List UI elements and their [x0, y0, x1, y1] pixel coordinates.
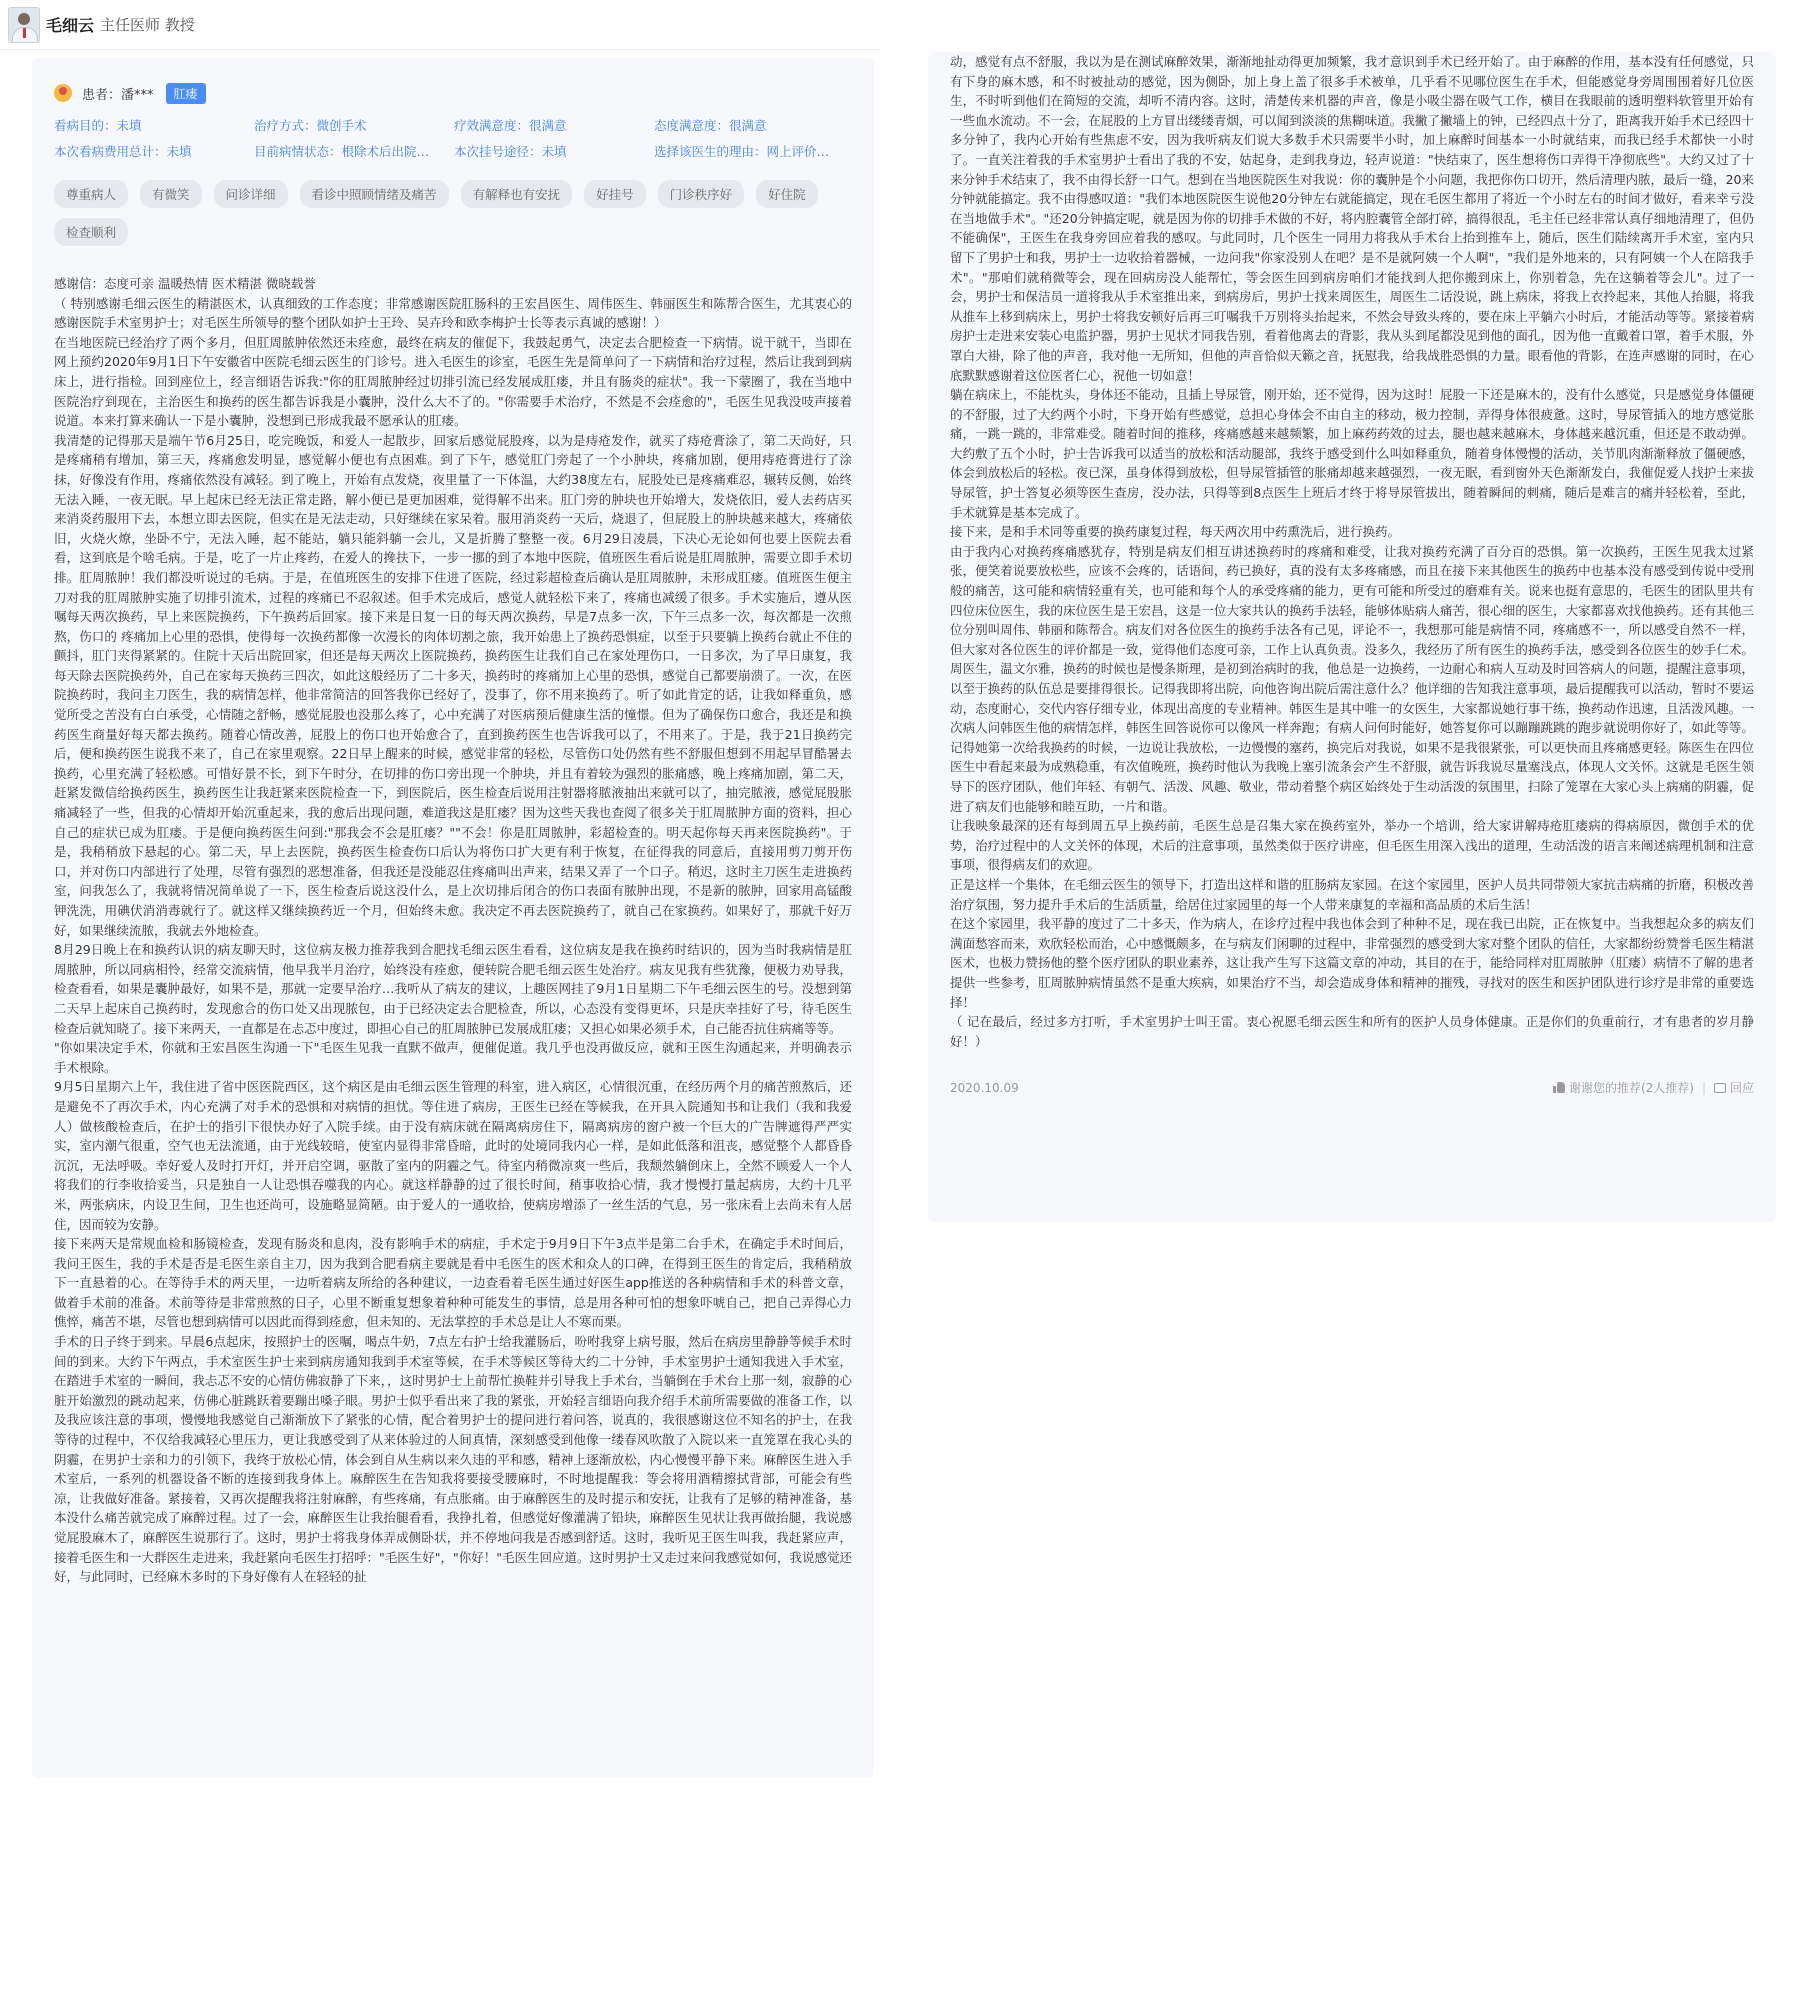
- info-status: 目前病情状态：根除术后出院…: [254, 144, 430, 159]
- review-paragraph: 躺在病床上，不能枕头，身体还不能动，且插上导尿管，刚开始，还不觉得，因为这时！屁股一下还是麻木的，没有什么感觉，只是感觉身体僵硬的不舒服，过了大约两个小时，下身开始有些感觉，总担心身体会不由自主的移动，极力控制，弄得身体很疲惫。这时，导尿管插入的地方感觉胀痛，一跳一跳的，非常难受。随着时间的推移，疼痛感越来越频繁，加上麻药药效的过去，腿也越来越麻木，身体越来越沉重，但还是不敢动弹。大约敷了五个小时，护士告诉我可以适当的放松和活动腿部，我终于感受到什么叫如释重负，随着身体慢慢的活动，关节肌肉渐渐释放了僵硬感，体会到放松后的轻松。夜已深，虽身体得到放松，但导尿管插管的胀痛却越来越强烈，一夜无眠，看到窗外天色渐渐发白，我催促爱人找护士来拔导尿管，护士答复必须等医生查房，没办法，只得等到8点医生上班后才终于将导尿管拔出，随着瞬间的刺痛，随后是难言的痛并轻松着，至此，手术就算是基本完成了。: [950, 387, 1754, 520]
- patient-avatar-icon: [54, 84, 72, 102]
- review-paragraph: 9月5日星期六上午，我住进了省中医医院西区，这个病区是由毛细云医生管理的科室，进入病区，心情很沉重，在经历两个月的痛苦煎熬后，还是避免不了再次手术，内心充满了对手术的恐惧和对病情的担忧。等住进了病房，王医生已经在等候我，在开具入院通知书和让我们（我和我爱人）做核酸检查后，在护士的指引下很快办好了入院手续。由于没有病床就在隔离病房住下，隔离病房的窗户被一个巨大的广告牌遮得严严实实，室内潮气很重，空气也无法流通，由于光线较暗，使室内显得非常昏暗，此时的处境同我内心一样，是如此低落和沮丧，感觉整个人都昏昏沉沉，无法呼吸。幸好爱人及时打开灯，并开启空调，驱散了室内的阴霾之气。待室内稍微凉爽一些后，我颓然躺倒床上，全然不顾爱人一个人将我们的行李收拾妥当，只是独自一人让恐惧吞噬我的内心。就这样静静的过了很长时间，稍事收拾心情，我才慢慢打量起病房，大约十几平米，两张病床，内设卫生间，卫生也还尚可，设施略显简陋。由于爱人的一通收拾，使病房增添了一丝生活的气息，另一张床看上去尚未有人居住，因而较为安静。: [54, 1079, 852, 1232]
- info-purpose: 看病目的：未填: [54, 118, 142, 133]
- review-paragraph: 在这个家园里，我平静的度过了二十多天，作为病人，在诊疗过程中我也体会到了种种不足，现在我已出院，正在恢复中。当我想起众多的病友们满面愁容而来，欢欣轻松而治，心中感慨颇多，在与病友们闲聊的过程中，非常强烈的感受到大家对整个团队的信任，大家都纷纷赞誉毛医生精湛医术，也极力赞扬他的整个医疗团队的职业素养，这让我产生写下这篇文章的冲动，其目的在于，能给同样对肛周脓肿（肛瘘）病情不了解的患者提供一些参考，肛周脓肿病情虽然不是重大疾病，如果治疗不当，却会造成身体和精神的摧残，寻找对的医生和医护团队进行诊疗是非常的重要选择！: [950, 916, 1754, 1010]
- review-paragraph: 8月29日晚上在和换药认识的病友聊天时，这位病友极力推荐我到合肥找毛细云医生看看，这位病友是我在换药时结识的，因为当时我病情是肛周脓肿，所以同病相怜，经常交流病情，他早我半月治疗，始终没有痊愈，便转院合肥毛细云医生处治疗。病友见我有些犹豫，便极力劝导我，检查看看，如果是囊肿最好，如果不是，那就一定要早治疗…我听从了病友的建议，上趣医网挂了9月1日星期二下午毛细云医生的号。没想到第二天早上起床自己换药时，发现愈合的伤口处又出现脓包，由于已经决定去合肥检查，所以，心态没有变得更坏，只是庆幸挂好了号，待毛医生检查后就知晓了。接下来两天，一直都是在忐忑中度过，即担心自己的肛周脓肿已发展成肛瘘；又担心如果必须手术，自己能否抗住病痛等等。: [54, 942, 852, 1036]
- review-tag: 检查顺利: [54, 218, 128, 246]
- review-paragraph: 感谢信：态度可亲 温暖热情 医术精湛 微晓载誉: [54, 276, 316, 291]
- review-paragraph: 正是这样一个集体，在毛细云医生的领导下，打造出这样和谐的肛肠病友家园。在这个家园里，医护人员共同带领大家抗击病痛的折磨，积极改善治疗氛围，努力提升手术后的生活质量，给居住过家园里的每一个人带来康复的幸福和高品质的术后生活！: [950, 876, 1754, 912]
- review-header: [32, 58, 874, 246]
- thumbs-up-icon: [1553, 1081, 1565, 1093]
- info-channel: 本次挂号途径：未填: [454, 144, 567, 159]
- review-paragraph: "你如果决定手术，你就和王宏昌医生沟通一下"毛医生见我一直默不做声，便催促道。我几乎也没再做反应，就和王医生沟通起来，并明确表示手术根除。: [54, 1040, 852, 1075]
- review-tag: 有微笑: [140, 180, 202, 208]
- review-article-right: [928, 52, 1776, 1051]
- review-footer: [928, 1079, 1776, 1096]
- review-tags: [54, 180, 854, 246]
- reply-button[interactable]: [1714, 1079, 1754, 1096]
- patient-line: [54, 80, 852, 106]
- doctor-titles: 主任医师 教授: [100, 16, 195, 34]
- review-paragraph: 我清楚的记得那天是端午节6月25日，吃完晚饭，和爱人一起散步，回家后感觉屁股疼，以为是痔疮发作，就买了痔疮膏涂了，第二天尚好，只是疼痛稍有增加，第三天，疼痛愈发明显，感觉解小便也有点困难。到了下午，感觉肛门旁起了一个小肿块，疼痛加剧，便用痔疮膏进行了涂抹，好像没有作用，疼痛依然没有减轻。到了晚上，开始有点发烧，夜里量了一下体温，大约38度左右，屁股处已是疼痛难忍，辗转反侧，始终无法入睡，一夜无眠。早上起床已经无法正常走路，解小便已是更加困难，觉得解不出来。肛门旁的肿块也开始增大，发烧依旧，爱人去药店买来消炎药服用下去，本想立即去医院，但实在是无法走动，只好继续在家呆着。服用消炎药一天后，烧退了，但屁股上的肿块越来越大，疼痛依旧，火烧火燎，坐卧不宁，无法入睡，起不能站，躺只能斜躺一会儿，又是折腾了整整一夜。6月29日凌晨，下决心无论如何也要上医院去看看，这到底是个啥毛病。于是，吃了一片止疼药，在爱人的搀扶下，一步一挪的到了本地中医院，值班医生看后说是肛周脓肿，需要立即手术切排。肛周脓肿！我们都没听说过的毛病。于是，在值班医生的安排下住进了医院，经过彩超检查后确认是肛周脓肿，未形成肛瘘。值班医生便主刀对我的肛周脓肿实施了切排引流术，过程的疼痛已不忍叙述。但手术完成后，感觉人就轻松下来了，疼痛也减缓了很多。手术实施后，遵从医嘱每天两次换药，早上来医院换药，下午换药后回家。接下来是日复一日的每天两次换药，早是7点多一次，下午三点多一次，每次都是一次煎熬，伤口的 疼痛加上心里的恐惧，使得每一次换药都像一次漫长的肉体切割之旅，我开始患上了换药恐惧症，以至于只要躺上换药台就止不住的颤抖，肛门夹得紧紧的。住院十天后出院回家，但还是每天两次上医院换药，换药医生让我们自己在家处理伤口，一日多次，为了早日康复，我每天除去医院换药外，自己在家每天换药三四次，如此这般经历了二十多天，换药时的疼痛加上心里的恐惧，感觉自己都要崩溃了。一次，在医院换药时，我问主刀医生，我的病情怎样，他非常简洁的回答我你已经好了，没事了，你不用来换药了。听了如此肯定的话，让我如释重负，感觉所受之苦没有白白承受，心情随之舒畅，感觉屁股也没那么疼了，心中充满了对医病预后健康生活的憧憬。但为了确保伤口愈合，我还是和换药医生商量好每天都去换药。随着心情改善，屁股上的伤口也开始愈合了，直到换药医生也告诉我可以了，不用来了。于是，我于21日换药完后，便和换药医生说我不来了，自己在家里观察。22日早上醒来的时候，感觉非常的轻松，尽管伤口处仍然有些不舒服但想到不用起早冒酷暑去换药，心里充满了轻松感。可惜好景不长，到下午时分，在切排的伤口旁出现一个肿块，并且有着较为强烈的胀痛感，晚上疼痛加剧，第二天，赶紧发微信给换药医生，换药医生让我赶紧来医院检查一下，到医院后，医生检查后说用注射器将脓液抽出来就可以了，抽完脓液，感觉屁股胀痛减轻了一些，但我的心情却开始沉重起来，我的愈后出现问题，难道我这是肛瘘？因为这些天我也查阅了很多关于肛周脓肿方面的资料，担心自己的症状已成为肛瘘。于是便向换药医生问到:"那我会不会是肛瘘？""不会！你是肛周脓肿，彩超检查的。明天起你每天再来医院换药"。于是，我稍稍放下悬起的心。第二天，早上去医院，换药医生检查伤口后认为将伤口扩大更有利于恢复，在征得我的同意后，直接用剪刀剪开伤口，并对伤口内部进行了处理，尽管有强烈的恶想准备，但我还是没能忍住疼痛叫出声来，结果又弄了一个口子。稍迟，这时主刀医生走进换药室，问我怎么了，我就将情况简单说了一下，医生检查后说这没什么，是上次切排后闭合的伤口表面有脓肿出现，不是新的脓肿，回家用高锰酸钾洗洗，用碘伏消消毒就行了。就这样又继续换药近一个月，但始终未愈。我决定不再去医院换药了，就自己在家换药。如果好了，那就千好万好，如果继续流脓，我就去外地检查。: [54, 432, 852, 938]
- separator: |: [1701, 1080, 1706, 1095]
- review-paragraph: 动，感觉有点不舒服，我以为是在测试麻醉效果，渐渐地扯动得更加频繁，我才意识到手术已经开始了。由于麻醉的作用，基本没有任何感觉，只有下身的麻木感，和不时被扯动的感觉，因为侧卧，加上身上盖了很多手术被单，几乎看不见哪位医生在手术，但能感觉身旁周围围着好几位医生，不时听到他们在简短的交流，却听不清内容。这时，清楚传来机器的声音，像是小吸尘器在吸气工作，横目在我眼前的透明塑料软管里开始有一些血水流动。不一会，在屁股的上方冒出缕缕青烟，可以闻到淡淡的焦糊味道。我撇了撇墙上的钟，已经四点十分了，距离我开始手术已经四十多分钟了，我内心开始有些焦虑不安，因为我听病友们说大多数手术只需要半小时，加上麻醉时间基本一小时就结束，而我已经手术都快一小时了。一直关注着我的手术室男护士看出了我的不安，姑起身，走到我身边，轻声说道："快结束了，医生想将伤口弄得干净彻底些"。大约又过了十来分钟手术结束了，我不由得长舒一口气。想到在当地医院医生对我说：你的囊肿是个小问题，我把你伤口切开，然后清理内脓，最后一缝，20来分钟就能搞定。我不由得感叹道："我们本地医院医生说他20分钟左右就能搞定，现在毛医生都用了将近一个小时左右的时间才做好，看来幸亏没在当地做手术"。"还20分钟搞定呢，就是因为你的切排手术做的不好，将内腔囊管全部打碎，搞得很乱，毛主任已经非常认真仔细地清理了，但仍不能确保"，王医生在我身旁回应着我的感叹。与此同时，几个医生一同用力将我从手术台上抬到推车上，随后，医生们陆续离开手术室，室内只留下了男护士和我，男护士一边收拾着器械，一边问我"你家没别人在吧？是不是就阿姨一个人啊"，"我们是外地来的，只有阿姨一个人在陪我手术"。"那咱们就稍微等会，现在回病房没人能帮忙，等会医生回到病房咱们才能找到人把你搬到床上，你别着急，先在这躺着等会儿"。过了一会，男护士和保洁员一道将我从手术室推出来，到病房后，男护士找来周医生，周医生二话没说，跳上病床，将我上衣拎起来，其他人抬腿，将我从推车上移到病床上，男护士将我安顿好后再三叮嘱我千万别将头抬起来，不然会导致头疼的，要在床上平躺六小时后，才能活动等等。紧接着病房护士走进来安装心电监护器，男护士见状才同我告别，看着他离去的背影，我从头到尾都没见到他的面孔，因为他一直戴着口罩，着手术服，外罩白大褂，除了他的声音，我对他一无所知，但他的声音恰似天籁之音，抚慰我，给我战胜恐惧的力量。眼看他的背影，在连声感谢的同时，在心底默默感谢着这位医者仁心，祝他一切如意！: [950, 54, 1754, 383]
- review-article-left: [32, 274, 874, 1587]
- review-tag: 有解释也有安抚: [461, 180, 573, 208]
- doctor-name[interactable]: 毛细云: [46, 16, 95, 35]
- review-tag: 尊重病人: [54, 180, 128, 208]
- doctor-header: [0, 0, 880, 50]
- review-paragraph: 接下来，是和手术同等重要的换药康复过程，每天两次用中药熏洗后，进行换药。: [950, 524, 1401, 540]
- comment-icon: [1714, 1083, 1726, 1093]
- review-card-left: [32, 58, 874, 1778]
- review-actions: [1553, 1079, 1754, 1096]
- info-treatment: 治疗方式：微创手术: [254, 118, 367, 133]
- doctor-avatar[interactable]: [8, 7, 40, 43]
- reply-label: 回应: [1729, 1081, 1754, 1096]
- review-paragraph: （ 特别感谢毛细云医生的精湛医术，认真细致的工作态度；非常感谢医院肛肠科的王宏昌医生、周伟医生、韩丽医生和陈帮合医生，尤其衷心的感谢医院手术室男护士；对毛医生所领导的整个团队如护士王玲、吴卉玲和欧李梅护士长等表示真诚的感谢！）: [54, 295, 852, 331]
- patient-name: 患者：潘***: [82, 87, 154, 103]
- recommend-label: 谢谢您的推荐(2人推荐): [1568, 1081, 1694, 1096]
- info-attitude: 态度满意度：很满意: [654, 118, 767, 133]
- review-info-grid: [54, 116, 852, 160]
- review-tag: 看诊中照顾情绪及痛苦: [300, 180, 449, 208]
- review-tag: 问诊详细: [214, 180, 288, 208]
- review-card-right: [928, 52, 1776, 1222]
- review-tag: 好挂号: [584, 180, 646, 208]
- review-tag: 门诊秩序好: [658, 180, 745, 208]
- review-tag: 好住院: [756, 180, 818, 208]
- review-date: 2020.10.09: [950, 1080, 1019, 1095]
- info-cost: 本次看病费用总计：未填: [54, 144, 192, 159]
- review-paragraph: 让我映象最深的还有每到周五早上换药前，毛医生总是召集大家在换药室外，举办一个培训，给大家讲解痔疮肛瘘病的得病原因，微创手术的优势，治疗过程中的人文关怀的体现，术后的注意事项，虽然类似于医疗讲座，但毛医生用深入浅出的道理，生动活泼的语言来阐述病理机制和注意事项，很得病友们的欢迎。: [950, 818, 1754, 873]
- info-efficacy: 疗效满意度：很满意: [454, 118, 567, 133]
- info-reason: 选择该医生的理由：网上评价…: [654, 144, 830, 159]
- review-paragraph: （ 记在最后，经过多方打听，手术室男护士叫王雷。衷心祝愿毛细云医生和所有的医护人员身体健康。正是你们的负重前行，才有患者的岁月静好！）: [950, 1014, 1754, 1049]
- recommend-button[interactable]: [1553, 1079, 1694, 1096]
- review-paragraph: 接下来两天是常规血检和肠镜检查，发现有肠炎和息肉，没有影响手术的病症，手术定于9月9日下午3点半是第二台手术，在确定手术时间后，我问王医生，我的手术是否是毛医生亲自主刀，因为我到合肥看病主要就是看中毛医生的医术和众人的口碑，在得到王医生的肯定后，我稍稍放下一直悬着的心。在等待手术的两天里，一边听着病友所给的各种建议，一边查看着毛医生通过好医生app推送的各种病情和手术的科普文章，做着手术前的准备。术前等待是非常煎熬的日子，心里不断重复想象着种种可能发生的事情，总是用各种可怕的想象吓唬自己，把自己弄得心力憔悴，痛苦不堪，尽管也想到病情可以因此而得到痊愈，但未知的、无法掌控的手术总是让人不寒而栗。: [54, 1236, 852, 1330]
- review-paragraph: 由于我内心对换药疼痛感犹存，特别是病友们相互讲述换药时的疼痛和难受，让我对换药充满了百分百的恐惧。第一次换药，王医生见我太过紧张，便笑着说要放松些，应该不会疼的，话语间，药已换好，真的没有太多疼痛感，而且在接下来其他医生的换药中也基本没有感受到传说中受刑般的痛苦，这可能和病情轻重有关，也可能和每个人的承受疼痛的能力，更有可能和所受过的磨难有关。说来也挺有意思的，毛医生的团队里共有四位床位医生，我的床位医生是王宏昌，这是一位大家共认的换药手法轻，能够体贴病人痛苦，很心细的医生，大家都喜欢找他换药。还有其他三位分别叫周伟、韩丽和陈帮合。病友们对各位医生的换药手法各有己见，评论不一，我想那可能是病情不同，疼痛感不一，所以感受自然不一样，但大家对各位医生的评价都是一致，觉得他们态度可亲，工作上认真负责。没多久，我经历了所有医生的换药手法，感受到各位医生的妙手仁术。周医生，温文尔雅，换药的时候也是慢条斯理，是初到治病时的我，他总是一边换药，一边耐心和病人互动及时回答病人的问题，提醒注意事项，以至于换药的队伍总是要排得很长。记得我即将出院，向他咨询出院后需注意什么？他详细的告知我注意事项，最后提醒我可以活动，暂时不要运动，态度耐心，交代内容仔细专业，体现出高度的专业精神。韩医生是其中唯一的女医生，大家都说她行事干练，换药动作迅速，且活泼风趣。一次病人问韩医生他的病情怎样，韩医生回答说你可以像风一样奔跑；有病人问何时能好，她答复你可以蹦蹦跳跳的跑步就说明你好了，如此等等。记得她第一次给我换药的时候，一边说让我放松，一边慢慢的塞药，换完后对我说，如果不是我很紧张，可以更快而且疼痛感更轻。陈医生在四位医生中看起来最为成熟稳重，有次值晚班，换药时他认为我晚上塞引流条会产生不舒服，就告诉我说尽量塞浅点，体现人文关怀。这就是毛医生领导下的医疗团队，他们年轻、有朝气、活泼、风趣、敬业，带动着整个病区始终处于生动活泼的氛围里，扫除了笼罩在大家心头上病痛的阴霾，促进了病友们也能够和睦互助，一片和谐。: [950, 543, 1754, 814]
- review-paragraph: 在当地医院已经治疗了两个多月，但肛周脓肿依然还未痊愈，最终在病友的催促下，我鼓起勇气，决定去合肥检查一下病情。说干就干，当即在网上预约2020年9月1日下午安徽省中医院毛细云医生的门诊号。进入毛医生的诊室，毛医生先是简单问了一下病情和治疗过程，然后让我到到病床上，进行指检。回到座位上，经言细语告诉我:"你的肛周脓肿经过切排引流已经发展成肛瘘，并且有肠炎的症状"。我一下蒙圈了，我在当地中医院治疗到现在，主治医生和换药的医生都告诉我是小囊肿，没什么大不了的。"你需要手术治疗，不然是不会痊愈的"，毛医生见我没吱声接着说道。本来打算来确认一下是小囊肿，没想到已形成我最不愿承认的肛瘘。: [54, 334, 852, 429]
- review-paragraph: 手术的日子终于到来。早晨6点起床，按照护士的医嘱，喝点牛奶，7点左右护士给我灌肠后，吩咐我穿上病号服，然后在病房里静静等候手术时间的到来。大约下午两点，手术室医生护士来到病房通知我到手术室等候，在手术等候区等待大约二十分钟，手术室男护士通知我进入手术室，在踏进手术室的一瞬间，我忐忑不安的心情仿佛寂静了下来，，这时男护士上前帮忙换鞋并引导我上手术台，当躺倒在手术台上那一刻，寂静的心脏开始激烈的跳动起来，仿佛心脏跳跃着要蹦出嗓子眼。男护士似乎看出来了我的紧张，开始轻言细语向我介绍手术前所需要做的准备工作，以及我应该注意的事项，慢慢地我感觉自己渐渐放下了紧张的心情，配合着男护士的提问进行着问答，说真的，我很感谢这位不知名的护士，在我等待的过程中，不仅给我减轻心里压力，更让我感受到了从来体验过的人间真情，深刻感受到他像一缕春风吹散了入院以来一直笼罩在我心头的阴霾，在男护士亲和力的引领下，我终于放松心情，体会到自从生病以来久违的平和感，精神上逐渐放松，内心慢慢平静下来。麻醉医生进入手术室后，一系列的机器设备不断的连接到我身体上。麻醉医生在告知我将要接受腰麻时，不时地提醒我：等会将用酒精擦拭背部，可能会有些凉，让我做好准备。紧接着，又再次提醒我将注射麻醉，有些疼痛，有点胀痛。由于麻醉医生的及时提示和安抚，让我有了足够的精神准备，基本没什么痛苦就完成了麻醉过程。过了一会，麻醉医生让我抬腿看看，我挣扎着，但感觉好像灌满了铅块，麻醉医生见状让我再做抬腿，我说感觉屁股麻木了，麻醉医生说那行了。这时，男护士将我身体弄成侧卧状，并不停地问我是否感到舒适。这时，我听见王医生叫我，我赶紧应声，接着毛医生和一大群医生走进来，我赶紧向毛医生打招呼："毛医生好"，"你好！"毛医生回应道。这时男护士又走过来问我感觉如何，我说感觉还好，与此同时，已经麻木多时的下身好像有人在轻轻的扯: [54, 1334, 853, 1585]
- disease-tag[interactable]: 肛瘘: [166, 83, 206, 104]
